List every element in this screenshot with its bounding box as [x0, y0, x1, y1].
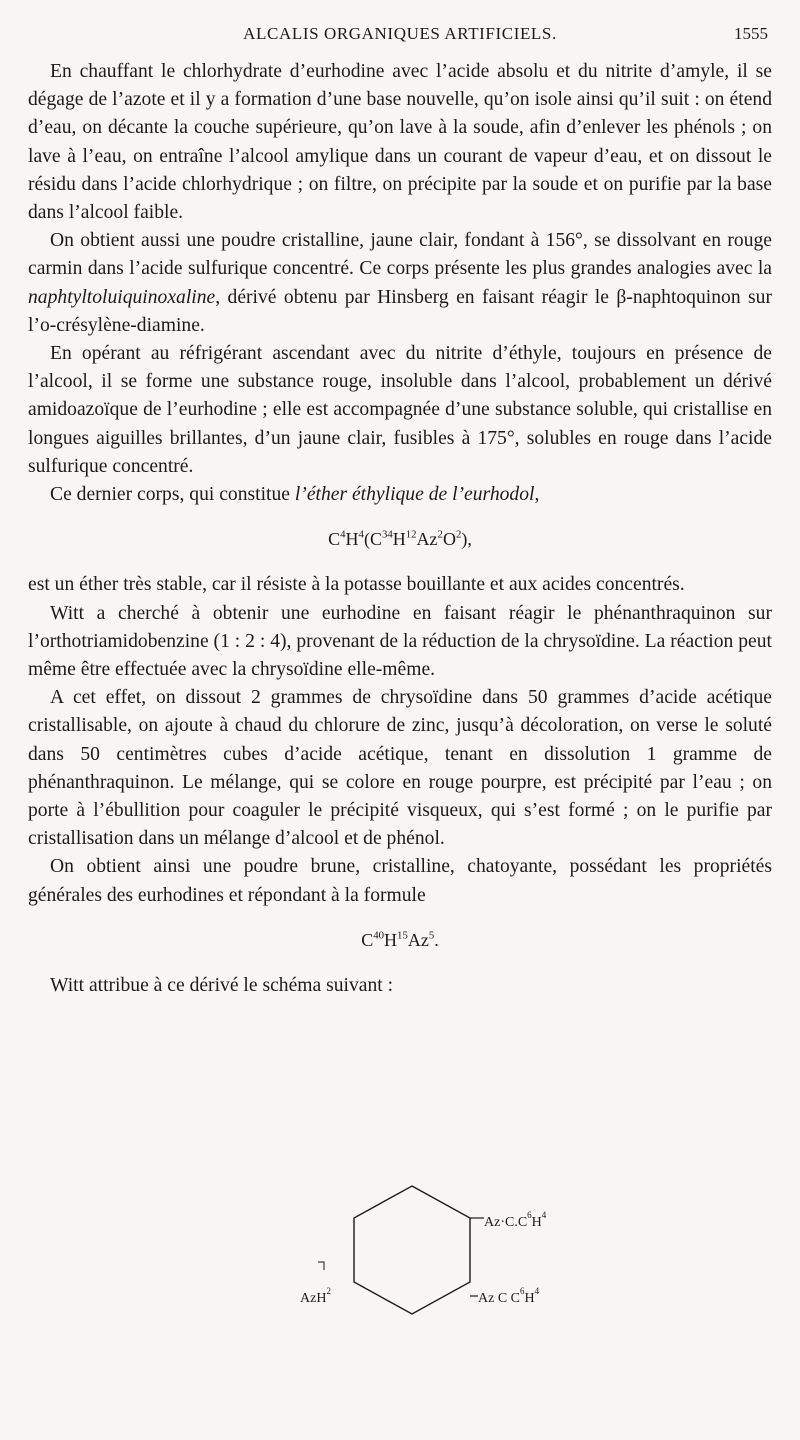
benzene-ring [354, 1186, 470, 1314]
paragraph-4-text-a: Ce dernier corps, qui constitue [50, 484, 295, 506]
paragraph-8: On obtient ainsi une poudre brune, cristalline, chatoyante, possédant les propriétés générales des eurhodines et répondant à la formule [28, 856, 772, 906]
paragraph-9: Witt attribue à ce dérivé le schéma suivant : [50, 975, 394, 997]
paragraph-1: En chauffant le chlorhydrate d’eurhodine avec l’acide absolu et du nitrite d’amyle, il se dégage de l’azote et il y a formation d’une base nouvelle, qu’on isole ainsi qu’il suit : on étend d’eau, on décante la couche supérieure, qu’on lave à la soude, afin d’enlever les phénols ; on lave à l’eau, on entraîne l’alcool amylique dans un courant de vapeur d’eau, et on dissout le résidu dans l’acide chlorhydrique ; on filtre, on précipite par la soude et on purifie par la base dans l’alcool faible. [28, 61, 772, 224]
paragraph-7: A cet effet, on dissout 2 grammes de chrysoïdine dans 50 grammes d’acide acétique cristallisable, on ajoute à chaud du chlorure de zinc, jusqu’à décoloration, on verse le soluté dans 50 centimètres cubes d’acide acétique, tenant en dissolution 1 gramme de phénanthraquinon. Le mélange, qui se colore en rouge pourpre, est précipité par l’eau ; on porte à l’ébullition pour coaguler le précipité visqueux, qui s’est formé ; on le purifie par cristallisation dans un mélange d’alcool et de phénol. [28, 687, 772, 850]
page-number: 1555 [734, 24, 768, 43]
paragraph-4-text-b: , [534, 484, 540, 506]
paragraph-2 [28, 227, 772, 340]
running-head [0, 24, 800, 50]
structure-diagram [290, 1178, 610, 1348]
formula-ether: $C^4H^4(C^{34}H^{12}Az^2O^2)$, [328, 528, 472, 550]
paragraph-2-text-b: , dérivé obtenu par Hinsberg en faisant réagir le β-naphtoquinon sur l’o-crésylène-diamine. [28, 286, 772, 336]
body-text [28, 58, 772, 1000]
formula-eurhodine: $C^{40}H^{15}Az^5$. [361, 929, 439, 950]
ring-hook-mark [318, 1262, 324, 1270]
paragraph-3: En opérant au réfrigérant ascendant avec du nitrite d’éthyle, toujours en présence de l’alcool, il se forme une substance rouge, insoluble dans l’alcool, probablement un dérivé amidoazoïque de l’eurhodine ; elle est accompagnée d’une substance soluble, qui cristallise en longues aiguilles brillantes, d’un jaune clair, fusibles à 175°, solubles en rouge dans l’acide sulfurique concentré. [28, 343, 772, 477]
paragraph-5: est un éther très stable, car il résiste à la potasse bouillante et aux acides concentrés. [28, 574, 685, 596]
paragraph-4 [28, 481, 772, 509]
running-title: ALCALIS ORGANIQUES ARTIFICIELS. [243, 24, 557, 43]
amino-group-label: AzH$^2$ [300, 1286, 331, 1306]
paragraph-6: Witt a cherché à obtenir une eurhodine en faisant réagir le phénanthraquinon sur l’orthotriamidobenzine (1 : 2 : 4), provenant de la réduction de la chrysoïdine. La réaction peut même être effectuée avec la chrysoïdine elle-même. [28, 602, 772, 681]
ether-name: l’éther éthylique de l’eurhodol [294, 484, 535, 506]
compound-name: naphtyltoluiquinoxaline [28, 286, 216, 308]
paragraph-2-text-a: On obtient aussi une poudre cristalline, jaune clair, fondant à 156°, se dissolvant en rouge carmin dans l’acide sulfurique concentré. Ce corps présente les plus grandes analogies avec la [28, 230, 772, 280]
azo-group-top-label: $Az\cdot C.C^6H^4$ [484, 1210, 547, 1230]
azo-group-bottom-label: Az C $C^6H^4$ [478, 1286, 540, 1306]
